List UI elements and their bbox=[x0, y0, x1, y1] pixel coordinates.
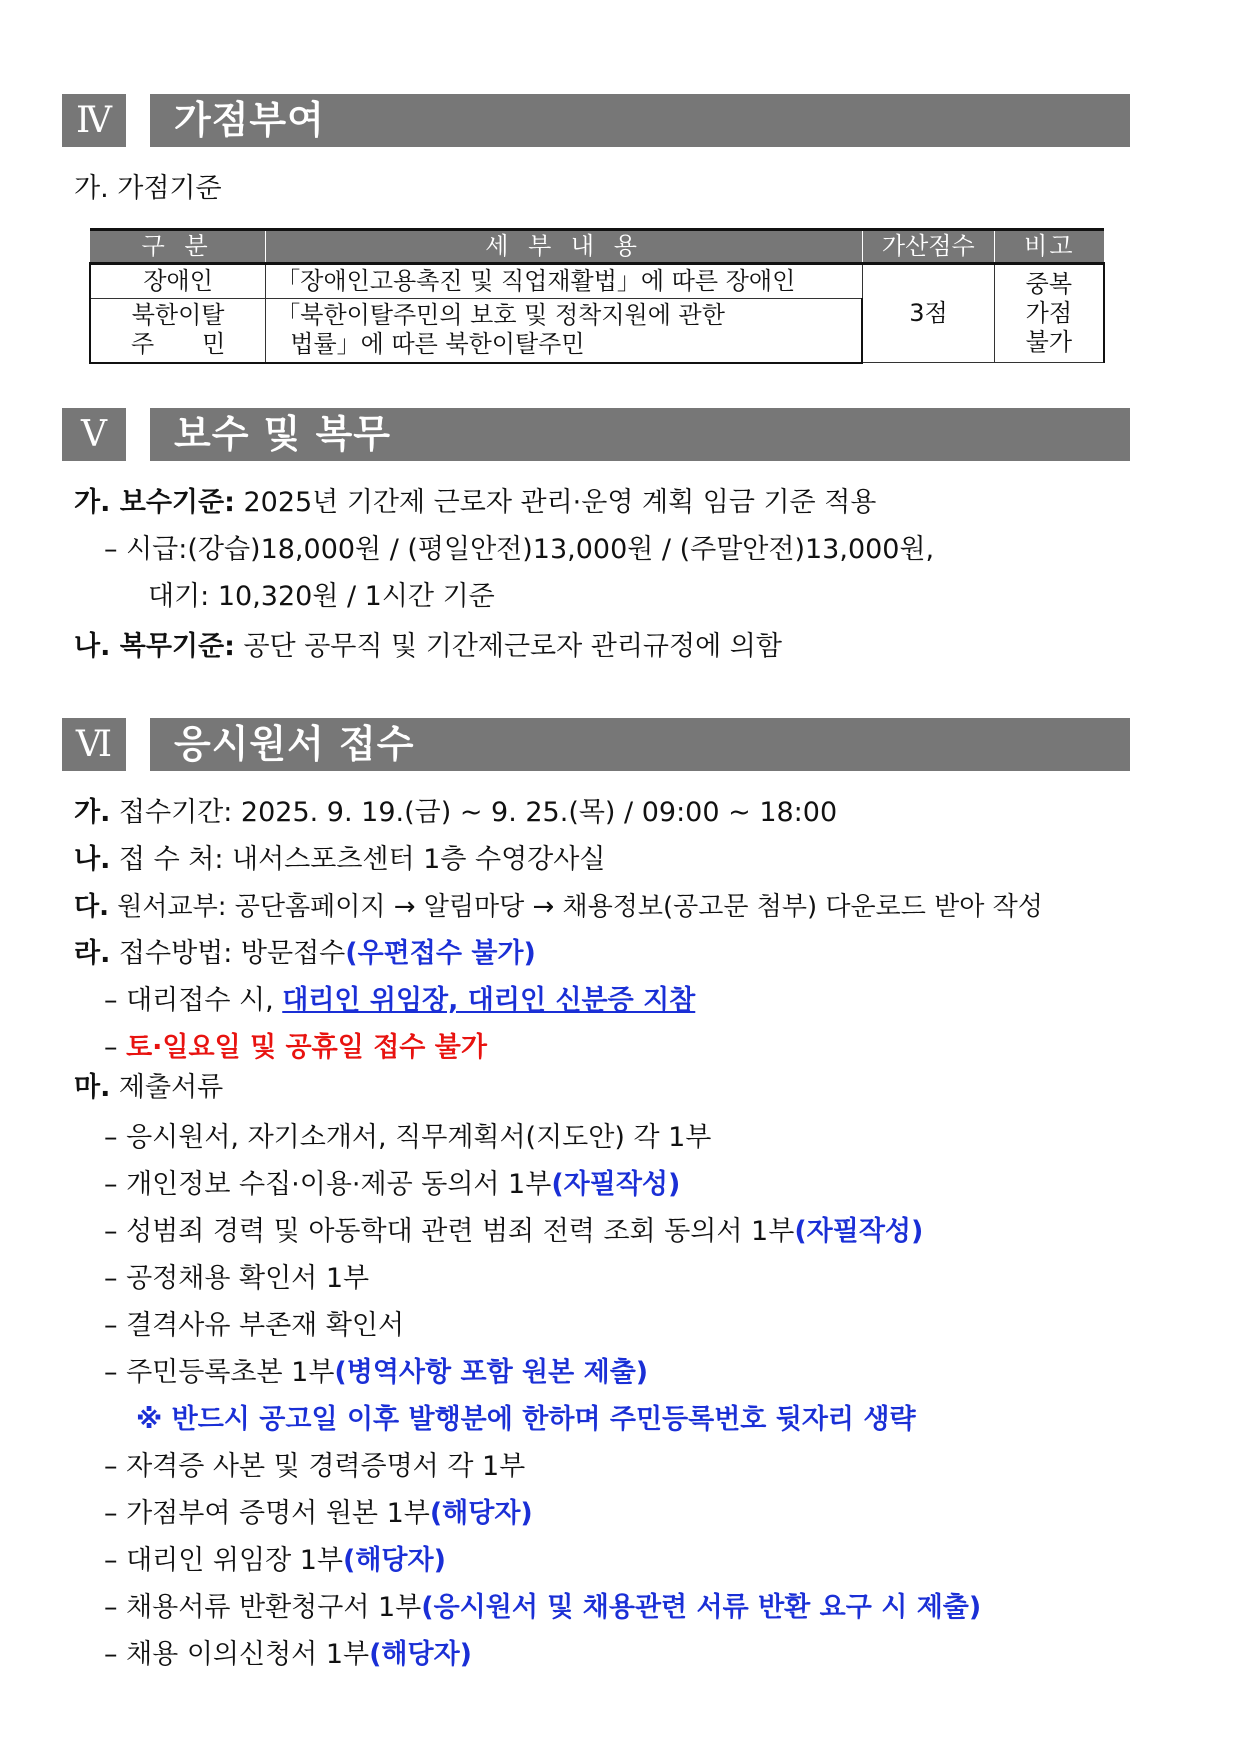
section-title: 보수 및 복무 bbox=[150, 408, 1130, 461]
document-text: – 공정채용 확인서 1부 bbox=[104, 1263, 370, 1294]
item-label: 다. bbox=[74, 892, 109, 922]
document-note: (해당자) bbox=[369, 1639, 473, 1670]
document-item bbox=[104, 1544, 446, 1578]
section-5-header bbox=[62, 408, 1130, 461]
section-number: Ⅳ bbox=[62, 94, 126, 147]
category-line: 북한이탈 bbox=[131, 301, 225, 330]
receipt-location bbox=[74, 843, 605, 877]
document-note: (해당자) bbox=[429, 1498, 533, 1529]
document-item bbox=[104, 1262, 369, 1296]
section-6-header bbox=[62, 718, 1130, 771]
category-cell: 장애인 bbox=[90, 264, 266, 299]
weekend-closed-note: 토·일요일 및 공휴일 접수 불가 bbox=[126, 1032, 487, 1063]
item-label: 가. 보수기준: bbox=[74, 487, 235, 518]
note-line: 불가 bbox=[1025, 328, 1073, 356]
receipt-method bbox=[74, 937, 536, 971]
bonus-criteria-table bbox=[89, 228, 1105, 364]
document-text: – 자격증 사본 및 경력증명서 각 1부 bbox=[104, 1451, 526, 1482]
detail-line: 「북한이탈주민의 보호 및 정착지원에 관한 bbox=[276, 301, 725, 330]
document-note: (병역사항 포함 원본 제출) bbox=[334, 1357, 649, 1388]
document-text: – 채용서류 반환청구서 1부 bbox=[104, 1592, 422, 1623]
document-note: (해당자) bbox=[343, 1545, 446, 1576]
weekend-notice bbox=[104, 1031, 487, 1065]
document-item bbox=[104, 1309, 404, 1343]
item-text: 접수방법: 방문접수 bbox=[110, 938, 346, 969]
document-text: – 주민등록초본 1부 bbox=[104, 1357, 335, 1388]
hourly-wage: – 시급:(강습)18,000원 / (평일안전)13,000원 / (주말안전)13,000원, bbox=[104, 534, 935, 565]
document-item bbox=[104, 1497, 533, 1531]
document-note: (응시원서 및 채용관련 서류 반환 요구 시 제출) bbox=[421, 1592, 982, 1623]
receipt-method-note: (우편접수 불가) bbox=[345, 938, 536, 969]
item-label: 나. bbox=[74, 844, 111, 875]
detail-cell: 「장애인고용촉진 및 직업재활법」에 따른 장애인 bbox=[266, 264, 863, 299]
service-standard bbox=[74, 630, 782, 664]
item-text: 공단 공무직 및 기간제근로자 관리규정에 의함 bbox=[234, 631, 782, 662]
section-number: Ⅴ bbox=[62, 408, 126, 461]
document-text: – 성범죄 경력 및 아동학대 관련 범죄 전력 조회 동의서 1부 bbox=[104, 1216, 795, 1247]
category-cell bbox=[90, 299, 266, 363]
pay-standard bbox=[74, 486, 876, 520]
section-title: 가점부여 bbox=[150, 94, 1130, 147]
proxy-requirement: 대리인 위임장, 대리인 신분증 지참 bbox=[282, 985, 696, 1016]
document-item bbox=[104, 1638, 472, 1672]
document-text: – 결격사유 부존재 확인서 bbox=[104, 1310, 405, 1341]
proxy-text: – 대리접수 시, bbox=[104, 985, 283, 1016]
proxy-receipt bbox=[104, 984, 695, 1018]
document-item bbox=[104, 1121, 711, 1155]
subheading-criteria: 가. 가점기준 bbox=[74, 173, 222, 204]
item-text: 접 수 처: 내서스포츠센터 1층 수영강사실 bbox=[110, 844, 606, 875]
detail-cell bbox=[266, 299, 863, 363]
header-category: 구 분 bbox=[90, 230, 266, 264]
document-text: – 가점부여 증명서 원본 1부 bbox=[104, 1498, 430, 1529]
header-score: 가산점수 bbox=[862, 230, 994, 264]
section-number: Ⅵ bbox=[62, 718, 126, 771]
category-line: 주 민 bbox=[130, 330, 226, 359]
document-note: ※ 반드시 공고일 이후 발행분에 한하며 주민등록번호 뒷자리 생략 bbox=[136, 1404, 916, 1435]
note-line: 가점 bbox=[1025, 299, 1073, 327]
document-text: – 응시원서, 자기소개서, 직무계획서(지도안) 각 1부 bbox=[104, 1122, 712, 1153]
receipt-period bbox=[74, 796, 837, 830]
detail-line: 법률」에 따른 북한이탈주민 bbox=[290, 330, 585, 359]
score-cell: 3점 bbox=[862, 264, 994, 363]
section-title: 응시원서 접수 bbox=[150, 718, 1130, 771]
document-item bbox=[136, 1403, 916, 1437]
item-text: 제출서류 bbox=[110, 1072, 224, 1103]
item-text: 원서교부: 공단홈페이지 → 알림마당 → 채용정보(공고문 첨부) 다운로드 받아 작성 bbox=[109, 892, 1043, 922]
item-text: 접수기간: 2025. 9. 19.(금) ~ 9. 25.(목) / 09:00 ~ 18:00 bbox=[110, 797, 838, 828]
document-item bbox=[104, 1215, 923, 1249]
document-text: – 대리인 위임장 1부 bbox=[104, 1545, 343, 1576]
document-text: – 채용 이의신청서 1부 bbox=[104, 1639, 370, 1670]
table-row bbox=[90, 264, 1104, 299]
document-text: – 개인정보 수집·이용·제공 동의서 1부 bbox=[104, 1169, 552, 1200]
document-item bbox=[104, 1168, 680, 1202]
form-distribution bbox=[74, 890, 1043, 924]
note-cell bbox=[994, 264, 1104, 363]
standby-wage: 대기: 10,320원 / 1시간 기준 bbox=[148, 581, 495, 612]
document-note: (자필작성) bbox=[551, 1169, 681, 1200]
header-detail: 세 부 내 용 bbox=[266, 230, 863, 264]
documents-heading bbox=[74, 1071, 223, 1105]
item-text: 2025년 기간제 근로자 관리·운영 계획 임금 기준 적용 bbox=[234, 487, 877, 518]
header-note: 비고 bbox=[994, 230, 1104, 264]
bullet-dash: – bbox=[104, 1032, 127, 1063]
item-label: 가. bbox=[74, 797, 111, 828]
document-item bbox=[104, 1591, 981, 1625]
note-line: 중복 bbox=[1025, 270, 1073, 298]
document-note: (자필작성) bbox=[794, 1216, 924, 1247]
table-header-row bbox=[90, 230, 1104, 264]
section-4-header bbox=[62, 94, 1130, 147]
item-label: 라. bbox=[74, 938, 111, 969]
document-item bbox=[104, 1450, 525, 1484]
item-label: 마. bbox=[74, 1072, 111, 1103]
document-item bbox=[104, 1356, 648, 1390]
item-label: 나. 복무기준: bbox=[74, 631, 235, 662]
